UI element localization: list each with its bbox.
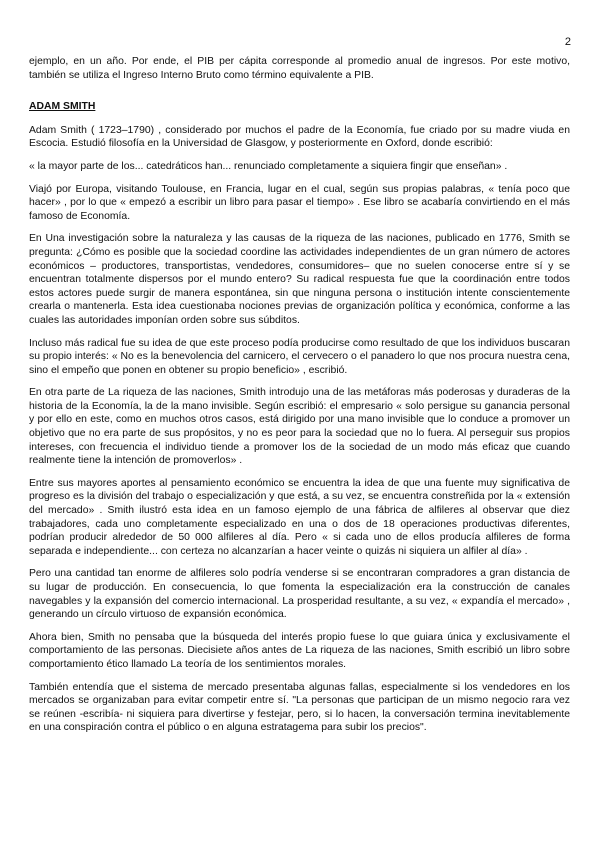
paragraph-travels: Viajó por Europa, visitando Toulouse, en Francia, lugar en el cual, según sus propias palabras, « tenía poco que hacer» , por lo que « empezó a escribir un libro para pasar el tiempo» . Ese libro se acabaría convirtiendo en el más famoso de Economía. (29, 183, 570, 222)
page-number: 2 (564, 36, 571, 48)
paragraph-biography: Adam Smith ( 1723–1790) , considerado por muchos el padre de la Economía, fue criado por su madre viuda en Escocia. Estudió filosofía en la Universidad de Glasgow, y posteriormente en Oxford, donde escribió: (29, 124, 570, 150)
section-heading: ADAM SMITH (29, 101, 96, 113)
paragraph-market-failures: También entendía que el sistema de mercado presentaba algunas fallas, especialmente si los vendedores en los mercados se organizaban para evitar competir entre sí. "La personas que participan de un mismo negocio rara vez se reúnen -escribía- ni siquiera para divertirse y festejar, pero, si lo hacen, la conversación termina inevitablemente en una conspiración contra el público o en alguna estratagema para subir los precios". (29, 681, 570, 734)
paragraph-division-of-labor: Entre sus mayores aportes al pensamiento económico se encuentra la idea de que una fuente muy significativa de progreso es la división del trabajo o especialización y que está, a su vez, se encuentra constreñida por la « extensión del mercado» . Smith ilustró esta idea en un famoso ejemplo de una fábrica de alfileres al observar que diez trabajadores, cada uno completamente especializado en una o dos de 18 operaciones productivas diferentes, podrían producir alrededor de 50 000 alfileres al día. Pero « si cada uno de ellos producía alfileres de forma separada e independiente... con certeza no alcanzarían a hacer veinte o quizás ni siquiera un alfiler al día» . (29, 477, 570, 557)
text-column (29, 55, 570, 744)
paragraph-self-interest: Incluso más radical fue su idea de que este proceso podía producirse como resultado de que los individuos buscaran su propio interés: « No es la benevolencia del carnicero, el cervecero o el panadero lo que nos procura nuestra cena, sino el empeño que ponen en obtener su propio beneficio» , escribió. (29, 337, 570, 376)
paragraph-market-expansion: Pero una cantidad tan enorme de alfileres solo podría venderse si se encontraran compradores a gran distancia de su lugar de producción. En consecuencia, lo que fomenta la especialización era la construcción de canales navegables y la expansión del comercio internacional. La prosperidad resultante, a su vez, « expandía el mercado» , generando un círculo virtuoso de expansión económica. (29, 568, 570, 621)
paragraph-invisible-hand: En otra parte de La riqueza de las naciones, Smith introdujo una de las metáforas más poderosas y duraderas de la historia de la Economía, la de la mano invisible. Según escribió: el empresario « solo persigue su ganancia personal y por ello en este, como en muchos otros casos, está dirigido por una mano invisible que lo conduce a promover un objetivo que no era parte de sus propósitos, y no es peor para la sociedad que no lo fuera. Al perseguir sus propios intereses, con frecuencia el individuo tiende a promover los de la sociedad de un modo más eficaz que cuando realmente tiene la intención de promoverlos» . (29, 387, 570, 467)
paragraph-wealth-of-nations: En Una investigación sobre la naturaleza y las causas de la riqueza de las naciones, publicado en 1776, Smith se pregunta: ¿Cómo es posible que la sociedad coordine las actividades independientes de un gran número de actores económicos – productores, transportistas, vendedores, consumidores– que no suelen conocerse entre sí y se encuentran totalmente dispersos por el mundo entero? Su radical respuesta fue que la coordinación entre todos estos actores puede surgir de manera espontánea, sin que ninguna persona o institución intente conscientemente crearla o mantenerla. Esta idea cuestionaba nociones previas de organización política y económica, conforme a las cuales las autoridades imponían orden sobre sus súbditos. (29, 233, 570, 326)
paragraph-quote-professors: « la mayor parte de los... catedráticos han... renunciado completamente a siquiera fingir que enseñan» . (29, 160, 508, 172)
intro-paragraph: ejemplo, en un año. Por ende, el PIB per cápita corresponde al promedio anual de ingresos. Por este motivo, también se utiliza el Ingreso Interno Bruto como término equivalente a PIB. (29, 56, 570, 81)
paragraph-moral-sentiments: Ahora bien, Smith no pensaba que la búsqueda del interés propio fuese lo que guiara única y exclusivamente el comportamiento de las personas. Diecisiete años antes de La riqueza de las naciones, Smith escribió un libro sobre comportamiento ético llamado La teoría de los sentimientos morales. (29, 631, 570, 670)
